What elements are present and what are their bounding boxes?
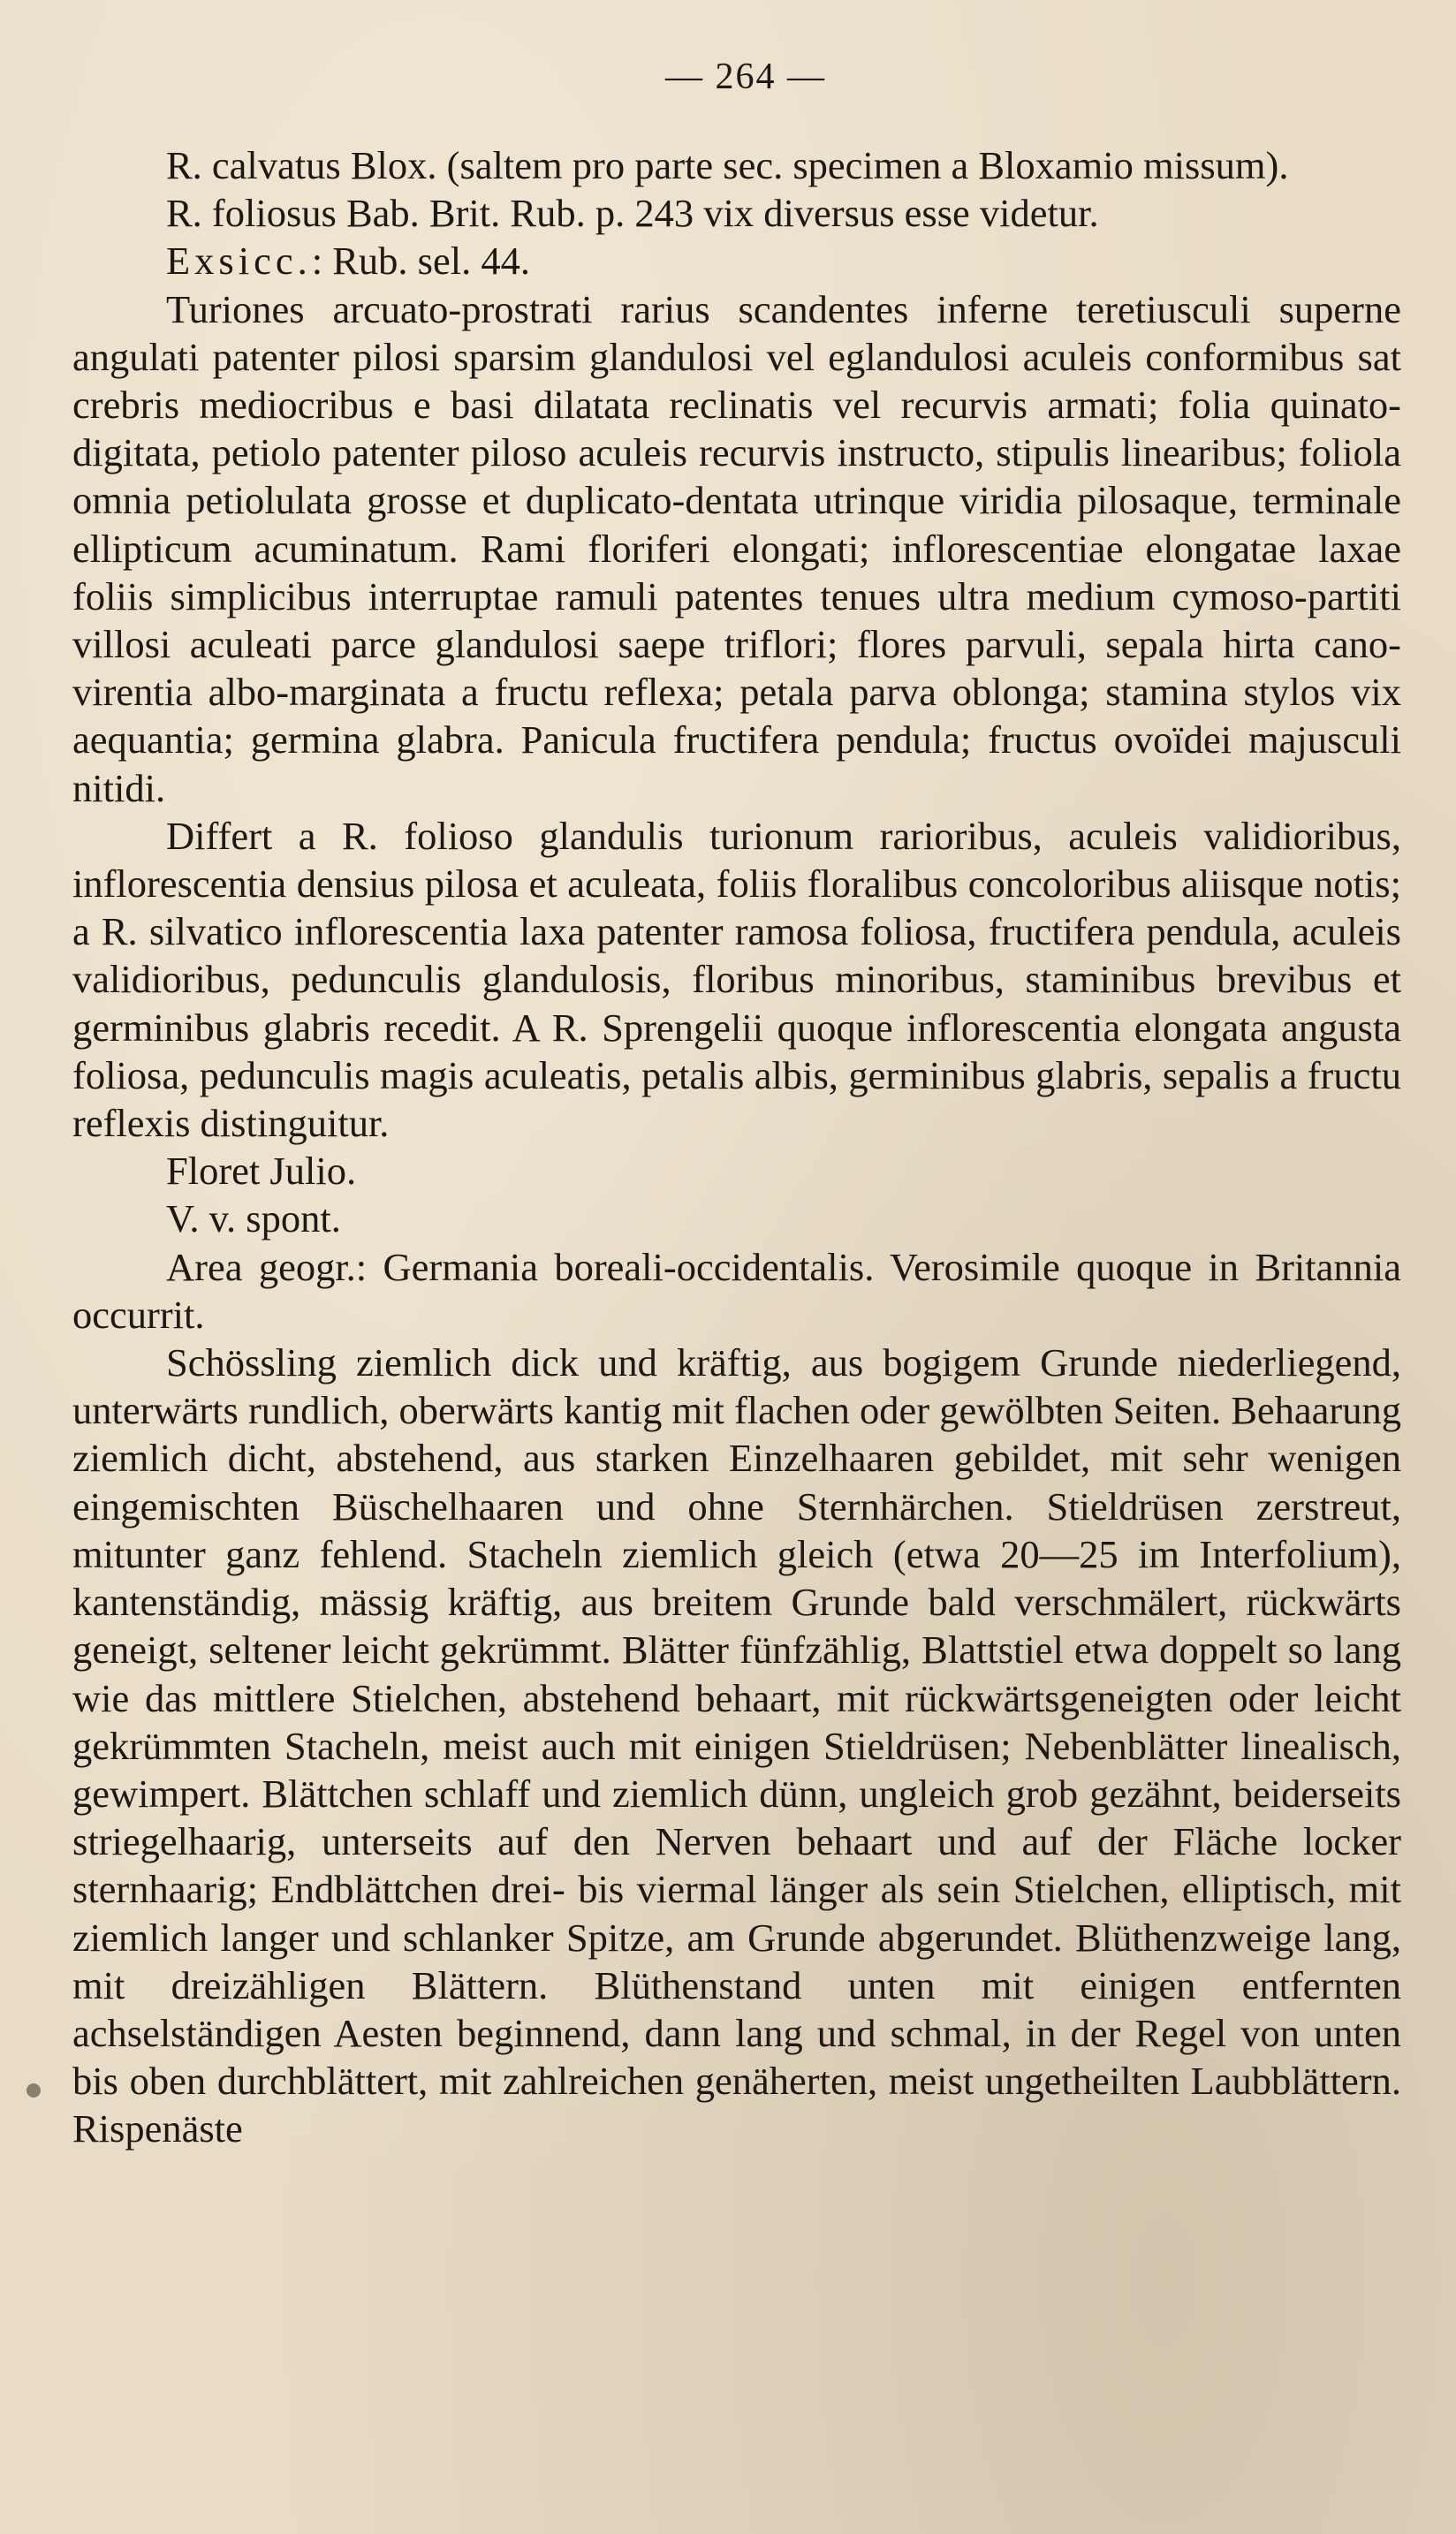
page-number: — 264 — xyxy=(665,57,826,97)
exsiccata-label: Exsicc. xyxy=(166,239,312,284)
page-body xyxy=(72,141,1401,2153)
exsiccata-reference: : Rub. sel. 44. xyxy=(311,239,530,284)
synonym-foliosus: R. foliosus Bab. Brit. Rub. p. 243 vix diversus esse videtur. xyxy=(166,191,1099,236)
ink-spot xyxy=(27,2083,41,2098)
synonym-calvatus: R. calvatus Blox. (saltem pro parte sec. specimen a Bloxamio missum). xyxy=(166,143,1289,187)
geographic-area: Area geogr.: Germania boreali-occidentalis. Verosimile quoque in Britannia occurrit. xyxy=(72,1244,1401,1337)
exsiccata-line xyxy=(72,237,1401,285)
german-description: Schössling ziemlich dick und kräftig, aus bogigem Grunde niederliegend, unterwärts rundlich, oberwärts kantig mit flachen oder gewölbten Seiten. Behaarung ziemlich dicht, abstehend, aus starken Einzelhaaren gebildet, mit sehr wenigen eingemischten Büschelhaaren und ohne Sternhärchen. Stieldrüsen zerstreut, mitunter ganz fehlend. Stacheln ziemlich gleich (etwa 20—25 im Interfolium), kantenständig, mässig kräftig, aus breitem Grunde bald verschmälert, rückwärts geneigt, seltener leicht gekrümmt. Blätter fünfzählig, Blattstiel etwa doppelt so lang wie das mittlere Stielchen, abstehend behaart, mit rückwärtsgeneigten oder leicht gekrümmten Stacheln, meist auch mit einigen Stieldrüsen; Nebenblätter linealisch, gewimpert. Blättchen schlaff und ziemlich dünn, ungleich grob gezähnt, beiderseits striegelhaarig, unterseits auf den Nerven behaart und auf der Fläche locker sternhaarig; Endblättchen drei- bis viermal länger als sein Stielchen, elliptisch, mit ziemlich langer und schlanker Spitze, am Grunde abgerundet. Blüthenzweige lang, mit dreizähligen Blättern. Blüthenstand unten mit einigen entfernten achselständigen Aesten beginnend, dann lang und schmal, in der Regel von unten bis oben durchblättert, mit zahlreichen genäherten, meist ungetheilten Laubblättern. Rispenäste xyxy=(72,1340,1401,2151)
latin-description: Turiones arcuato-prostrati rarius scandentes inferne teretiusculi superne angulati patenter pilosi sparsim glandulosi vel eglandulosi aculeis conformibus sat crebris mediocribus e basi dilatata reclinatis vel recurvis armati; folia quinato-digitata, petiolo patenter piloso aculeis recurvis instructo, stipulis linearibus; foliola omnia petiolulata grosse et duplicato-dentata utrinque viridia pilosaque, terminale ellipticum acuminatum. Rami floriferi elongati; inflorescentiae elongatae laxae foliis simplicibus interruptae ramuli patentes tenues ultra medium cymoso-partiti villosi aculeati parce glandulosi saepe triflori; flores parvuli, sepala hirta cano-virentia albo-marginata a fructu reflexa; petala parva oblonga; stamina stylos vix aequantia; germina glabra. Panicula fructifera pendula; fructus ovoïdei majusculi nitidi. xyxy=(72,286,1401,810)
observation-note: V. v. spont. xyxy=(166,1196,341,1241)
differential-diagnosis: Differt a R. folioso glandulis turionum rarioribus, aculeis validioribus, inflorescentia densius pilosa et aculeata, foliis floralibus concoloribus aliisque notis; a R. silvatico inflorescentia laxa patenter ramosa foliosa, fructifera pendula, aculeis validioribus, pedunculis glandulosis, floribus minoribus, staminibus brevibus et germinibus glabris recedit. A R. Sprengelii quoque inflorescentia elongata angusta foliosa, pedunculis magis aculeatis, petalis albis, germinibus glabris, sepalis a fructu reflexis distinguitur. xyxy=(72,813,1401,1146)
flowering-time: Floret Julio. xyxy=(166,1149,357,1194)
